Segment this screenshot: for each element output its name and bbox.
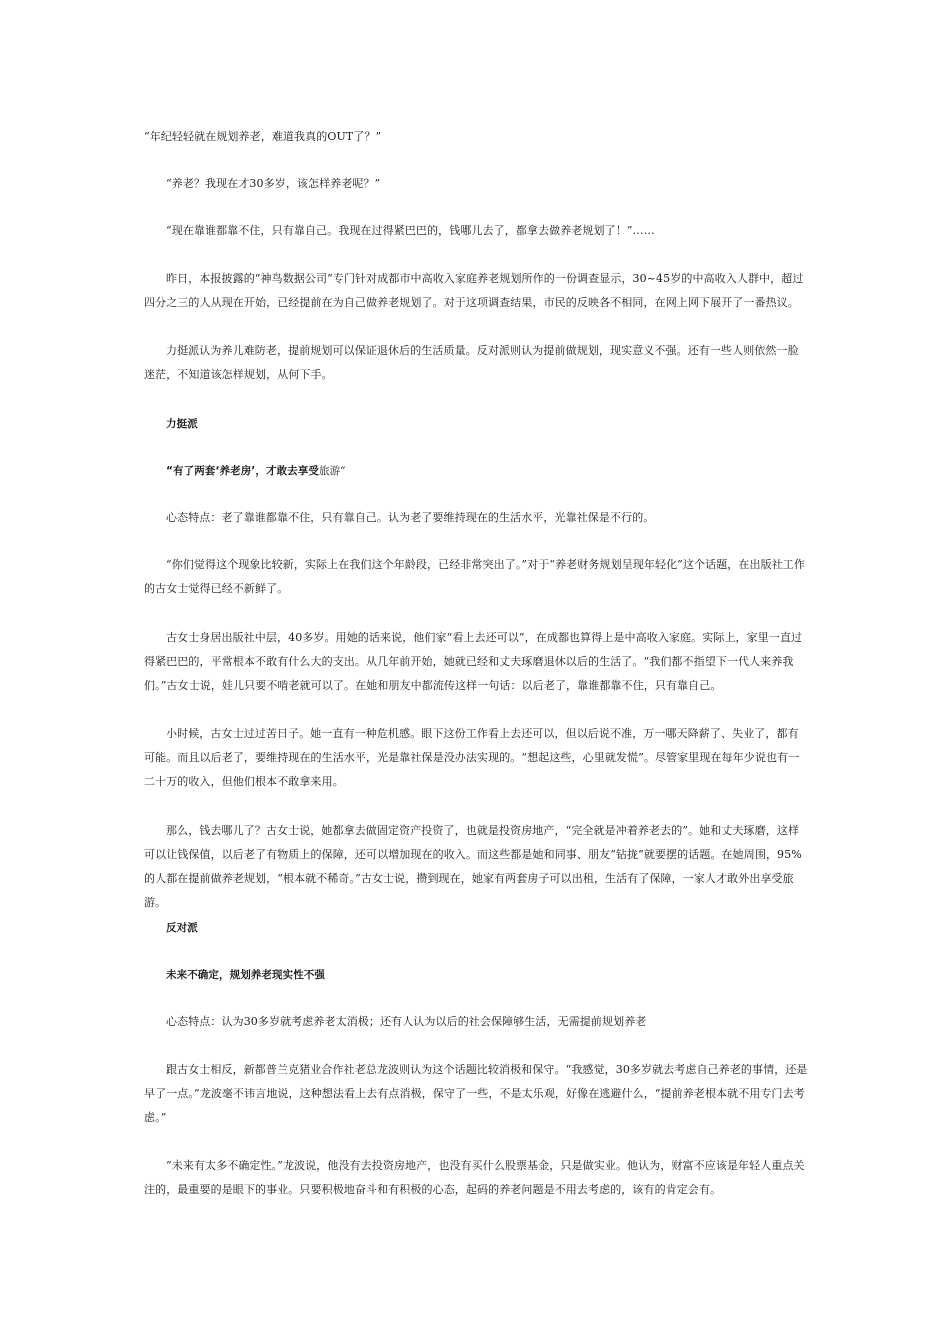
- paragraph-mindset-opponents: 心态特点：认为30多岁就考虑养老太消极；还有人认为以后的社会保障够生活，无需提前规划养老: [166, 1015, 647, 1028]
- paragraph-gu-background: 古女士身居出版社中层，40多岁。用她的话来说，他们家“看上去还可以”，在成都也算得上是中高收入家庭。实际上，家里一直过得紧巴巴的，平常根本不敢有什么大的支出。从几年前开始，她就已经和丈夫琢磨退休以后的生活了。“我们都不指望下一代人来养我们。”古女士说，娃儿只要不啃老就可以了。在她和朋友中都流传这样一句话：以后老了，靠谁都靠不住，只有靠自己。: [144, 631, 803, 692]
- paragraph-overview: 力挺派认为养儿难防老，提前规划可以保证退休后的生活质量。反对派则认为提前做规划，现实意义不强。还有一些人则依然一脸迷茫，不知道该怎样规划，从何下手。: [144, 344, 799, 381]
- paragraph-longbo-view: 跟古女士相反，新都普兰克猪业合作社老总龙波则认为这个话题比较消极和保守。“我感觉，30多岁就去考虑自己养老的事情，还是早了一点。”龙波毫不讳言地说，这种想法看上去有点消极，保守了一些，不是太乐观，好像在逃避什么，“提前养老根本就不用专门去考虑。”: [144, 1063, 808, 1124]
- paragraph-mindset-supporters: 心态特点：老了靠谁都靠不住，只有靠自己。认为老了要维持现在的生活水平，光靠社保是不行的。: [166, 511, 655, 524]
- paragraph-gu-investment: 那么，钱去哪儿了？古女士说，她都拿去做固定资产投资了，也就是投资房地产，“完全就是冲着养老去的”。她和丈夫琢磨，这样可以让钱保值，以后老了有物质上的保障，还可以增加现在的收入。而这些都是她和同事、朋友“钻拢”就要摆的话题。在她周围，95%的人都在提前做养老规划，“根本就不稀奇。”古女士说，攒到现在，她家有两套房子可以出租，生活有了保障，一家人才敢外出享受旅游。: [144, 824, 802, 909]
- paragraph-gu-childhood: 小时候，古女士过过苦日子。她一直有一种危机感。眼下这份工作看上去还可以，但以后说不准，万一哪天降薪了、失业了，都有可能。而且以后老了，要维持现在的生活水平，光是靠社保是没办法实现的。“想起这些，心里就发慌”。尽管家里现在每年少说也有一二十万的收入，但他们根本不敢拿来用。: [144, 727, 800, 788]
- paragraph-quote-2: “养老？我现在才30多岁，该怎样养老呢？”: [166, 177, 381, 190]
- section-heading-supporters: 力挺派: [166, 418, 198, 430]
- paragraph-gu-quote: “你们觉得这个现象比较新，实际上在我们这个年龄段，已经非常突出了。”对于“养老财务规划呈现年轻化”这个话题，在出版社工作的古女士觉得已经不新鲜了。: [144, 558, 805, 595]
- subheading-supporters: [144, 459, 808, 483]
- subheading-supporters-bold: “有了两套‘养老房’，才敢去享受: [166, 465, 319, 477]
- paragraph-quote-3: “现在靠谁都靠不住，只有靠自己。我现在过得紧巴巴的，钱哪儿去了，都拿去做养老规划了！”……: [166, 224, 655, 237]
- subheading-opponents: 未来不确定，规划养老现实性不强: [166, 969, 325, 981]
- subheading-supporters-light: 旅游”: [318, 465, 346, 477]
- paragraph-longbo-future: “未来有太多不确定性。”龙波说，他没有去投资房地产，也没有买什么股票基金，只是做实业。他认为，财富不应该是年轻人重点关注的，最重要的是眼下的事业。只要积极地奋斗和有积极的心态，起码的养老问题是不用去考虑的，该有的肯定会有。: [144, 1159, 805, 1196]
- paragraph-intro: 昨日，本报披露的“神鸟数据公司”专门针对成都市中高收入家庭养老规划所作的一份调查显示，30~45岁的中高收入人群中，超过四分之三的人从现在开始，已经提前在为自己做养老规划了。对于这项调查结果，市民的反映各不相同，在网上网下展开了一番热议。: [144, 272, 804, 309]
- paragraph-quote-1: “年纪轻轻就在规划养老，难道我真的OUT了？”: [144, 130, 382, 143]
- section-heading-opponents: 反对派: [166, 922, 198, 934]
